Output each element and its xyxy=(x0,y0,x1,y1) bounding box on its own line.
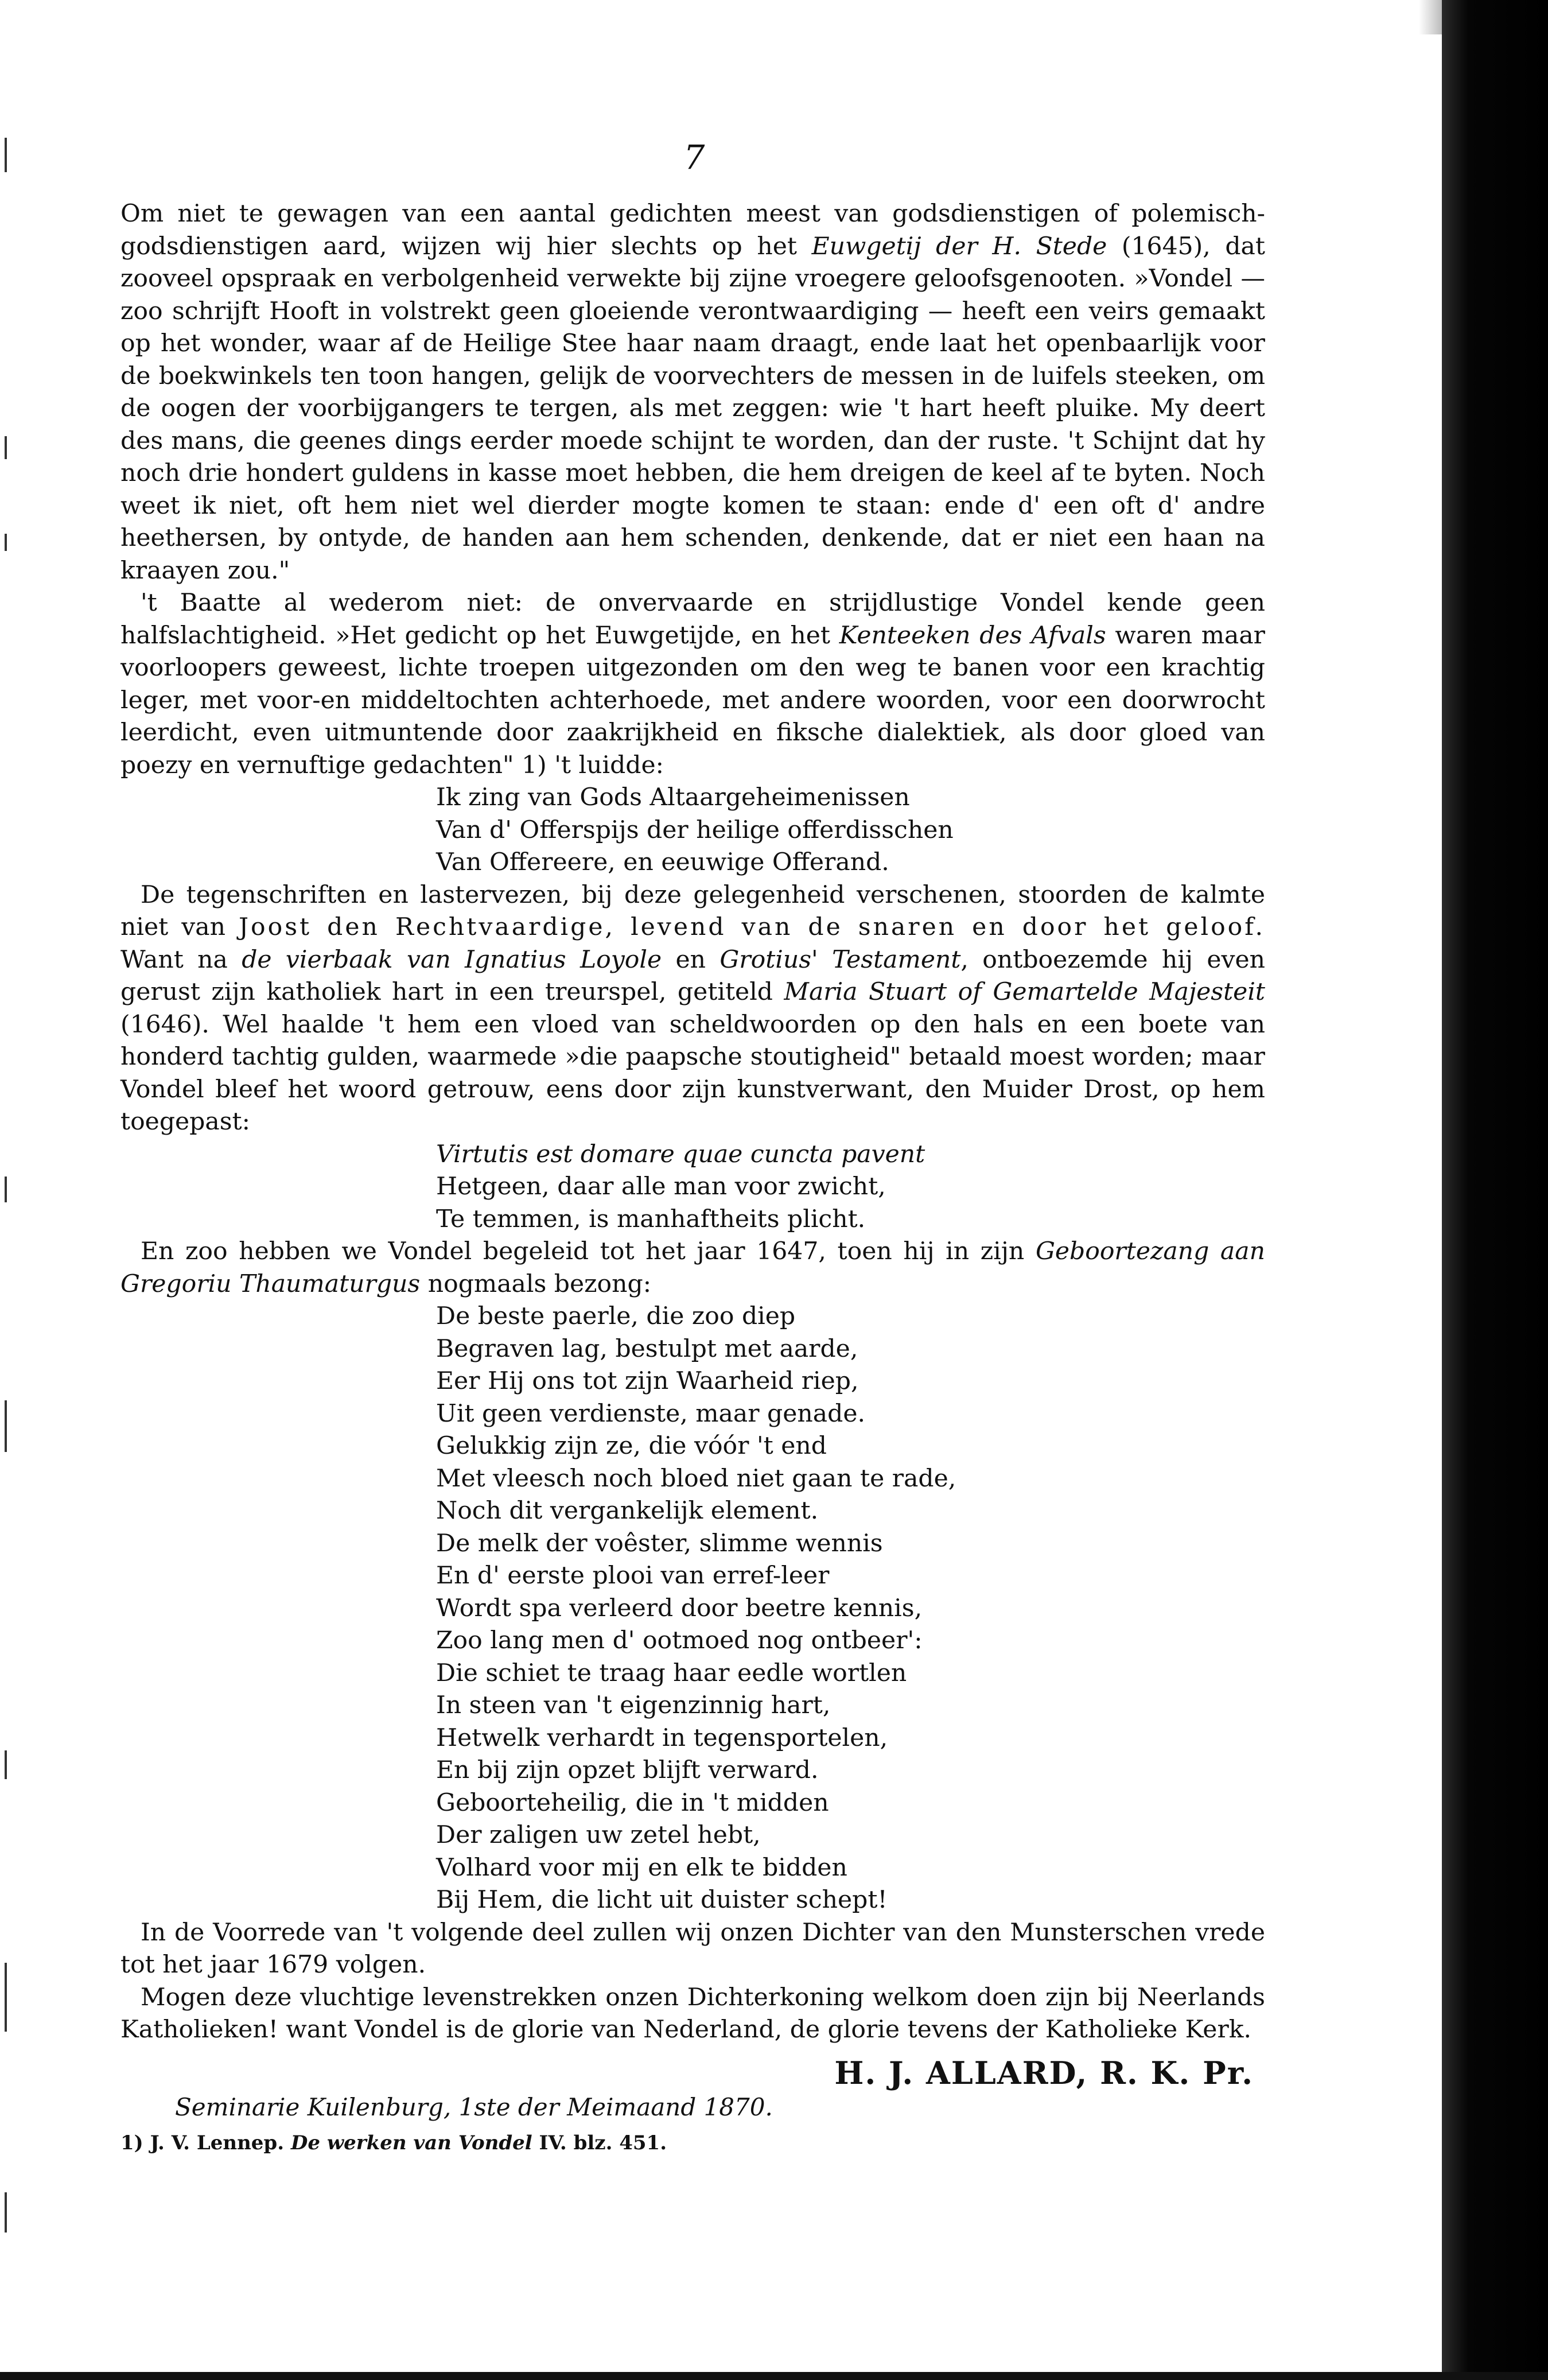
footnote: 1) J. V. Lennep. De werken van Vondel IV. blz. 451. xyxy=(120,2131,667,2154)
verse-line: Volhard voor mij en elk te bidden xyxy=(436,1853,847,1882)
author-signature: H. J. ALLARD, R. K. Pr. xyxy=(834,2054,1254,2091)
verse-line: Noch dit vergankelijk element. xyxy=(436,1497,819,1525)
scan-border-bottom xyxy=(0,2372,1548,2380)
verse-line: Zoo lang men d' ootmoed nog ontbeer': xyxy=(436,1626,923,1655)
scan-border-right xyxy=(1442,0,1548,2380)
verse-line: Te temmen, is manhaftheits plicht. xyxy=(436,1205,866,1233)
paragraph: 't Baatte al wederom niet: de onvervaarde en strijdlustige Vondel kende geen halfslachtigheid. »Het gedicht op het Euwgetijde, en het Kenteeken des Afvals waren maar voorloopers geweest, lichte troepen uitgezonden om den weg te banen voor een krachtig leger, met voor-en middeltochten achterhoede, met andere woorden, voor een doorwrocht leerdicht, even uitmuntende door zaakrijkheid en fiksche dialektiek, als door gloed van poezy en vernuftige gedachten" 1) 't luidde: xyxy=(120,589,1265,779)
paragraph: En zoo hebben we Vondel begeleid tot het jaar 1647, toen hij in zijn Geboortezang aan Gregoriu Thaumaturgus nogmaals bezong: xyxy=(120,1237,1265,1298)
verse-line: Der zaligen uw zetel hebt, xyxy=(436,1821,761,1849)
verse-line: Virtutis est domare quae cuncta pavent xyxy=(436,1140,925,1168)
verse-line: Eer Hij ons tot zijn Waarheid riep, xyxy=(436,1367,859,1395)
verse-line: Hetgeen, daar alle man voor zwicht, xyxy=(436,1172,886,1201)
place-date: Seminarie Kuilenburg, 1ste der Meimaand 1870. xyxy=(175,2092,773,2121)
verse-line: Uit geen verdienste, maar genade. xyxy=(436,1399,865,1428)
verse-line: En bij zijn opzet blijft verward. xyxy=(436,1756,819,1784)
verse-quote xyxy=(436,1139,1265,1236)
verse-line: In steen van 't eigenzinnig hart, xyxy=(436,1691,831,1719)
verse-quote xyxy=(436,782,1265,879)
verse-line: Hetwelk verhardt in tegensportelen, xyxy=(436,1723,888,1752)
paragraph: In de Voorrede van 't volgende deel zullen wij onzen Dichter van den Munsterschen vrede tot het jaar 1679 volgen. xyxy=(120,1918,1265,1979)
verse-line: Geboorteheilig, die in 't midden xyxy=(436,1788,829,1817)
page-number: 7 xyxy=(683,138,705,177)
verse-line: De beste paerle, die zoo diep xyxy=(436,1302,796,1330)
scan-border-shadow xyxy=(1419,0,1442,34)
verse-line: Bij Hem, die licht uit duister schept! xyxy=(436,1886,888,1914)
verse-line: Ik zing van Gods Altaargeheimenissen xyxy=(436,783,910,812)
paragraph: De tegenschriften en lastervezen, bij deze gelegenheid verschenen, stoorden de kalmte niet van Joost den Rechtvaardige, levend van de snaren en door het geloof. Want na de vierbaak van Ignatius Loyole en Grotius' Testament, ontboezemde hij even gerust zijn katholiek hart in een treurspel, getiteld Maria Stuart of Gemartelde Majesteit (1646). Wel haalde 't hem een vloed van scheldwoorden op den hals en een boete van honderd tachtig gulden, waarmede »die paapsche stoutigheid" betaald moest worden; maar Vondel bleef het woord getrouw, eens door zijn kunstverwant, den Muider Drost, op hem toegepast: xyxy=(120,880,1265,1136)
verse-line: Met vleesch noch bloed niet gaan te rade, xyxy=(436,1464,956,1493)
binding-specks xyxy=(0,0,23,2380)
verse-line: Die schiet te traag haar eedle wortlen xyxy=(436,1659,907,1687)
verse-line: Begraven lag, bestulpt met aarde, xyxy=(436,1334,858,1363)
paragraph: Mogen deze vluchtige levenstrekken onzen Dichterkoning welkom doen zijn bij Neerlands Katholieken! want Vondel is de glorie van Nederland, de glorie tevens der Katholieke Kerk. xyxy=(120,1983,1265,2044)
signature-block xyxy=(120,2047,1265,2121)
paragraph: Om niet te gewagen van een aantal gedichten meest van godsdienstigen of polemisch-godsdienstigen aard, wijzen wij hier slechts op het Euwgetij der H. Stede (1645), dat zooveel opspraak en verbolgenheid verwekte bij zijne vroegere geloofsgenooten. »Vondel — zoo schrijft Hooft in volstrekt geen gloeiende verontwaardiging — heeft een veirs gemaakt op het wonder, waar af de Heilige Stee haar naam draagt, ende laat het openbaarlijk voor de boekwinkels ten toon hangen, gelijk de voorvechters de messen in de luifels steeken, om de oogen der voorbijgangers te tergen, als met zeggen: wie 't hart heeft pluike. My deert des mans, die geenes dings eerder moede schijnt te worden, dan der ruste. 't Schijnt dat hy noch drie hondert guldens in kasse moet hebben, die hem dreigen de keel af te byten. Noch weet ik niet, oft hem niet wel dierder mogte komen te staan: ende d' een oft d' andre heethersen, by ontyde, de handen aan hem schenden, denkende, dat er niet een haan na kraayen zou." xyxy=(120,200,1265,585)
verse-line: En d' eerste plooi van erref-leer xyxy=(436,1562,830,1590)
verse-line: Van d' Offerspijs der heilige offerdisschen xyxy=(436,816,954,844)
verse-line: Van Offereere, en eeuwige Offerand. xyxy=(436,848,889,876)
verse-line: De melk der voêster, slimme wennis xyxy=(436,1529,883,1558)
body-text xyxy=(120,198,1265,2159)
verse-poem xyxy=(436,1300,1265,1917)
verse-line: Wordt spa verleerd door beetre kennis, xyxy=(436,1594,923,1622)
verse-line: Gelukkig zijn ze, die vóór 't end xyxy=(436,1432,827,1460)
